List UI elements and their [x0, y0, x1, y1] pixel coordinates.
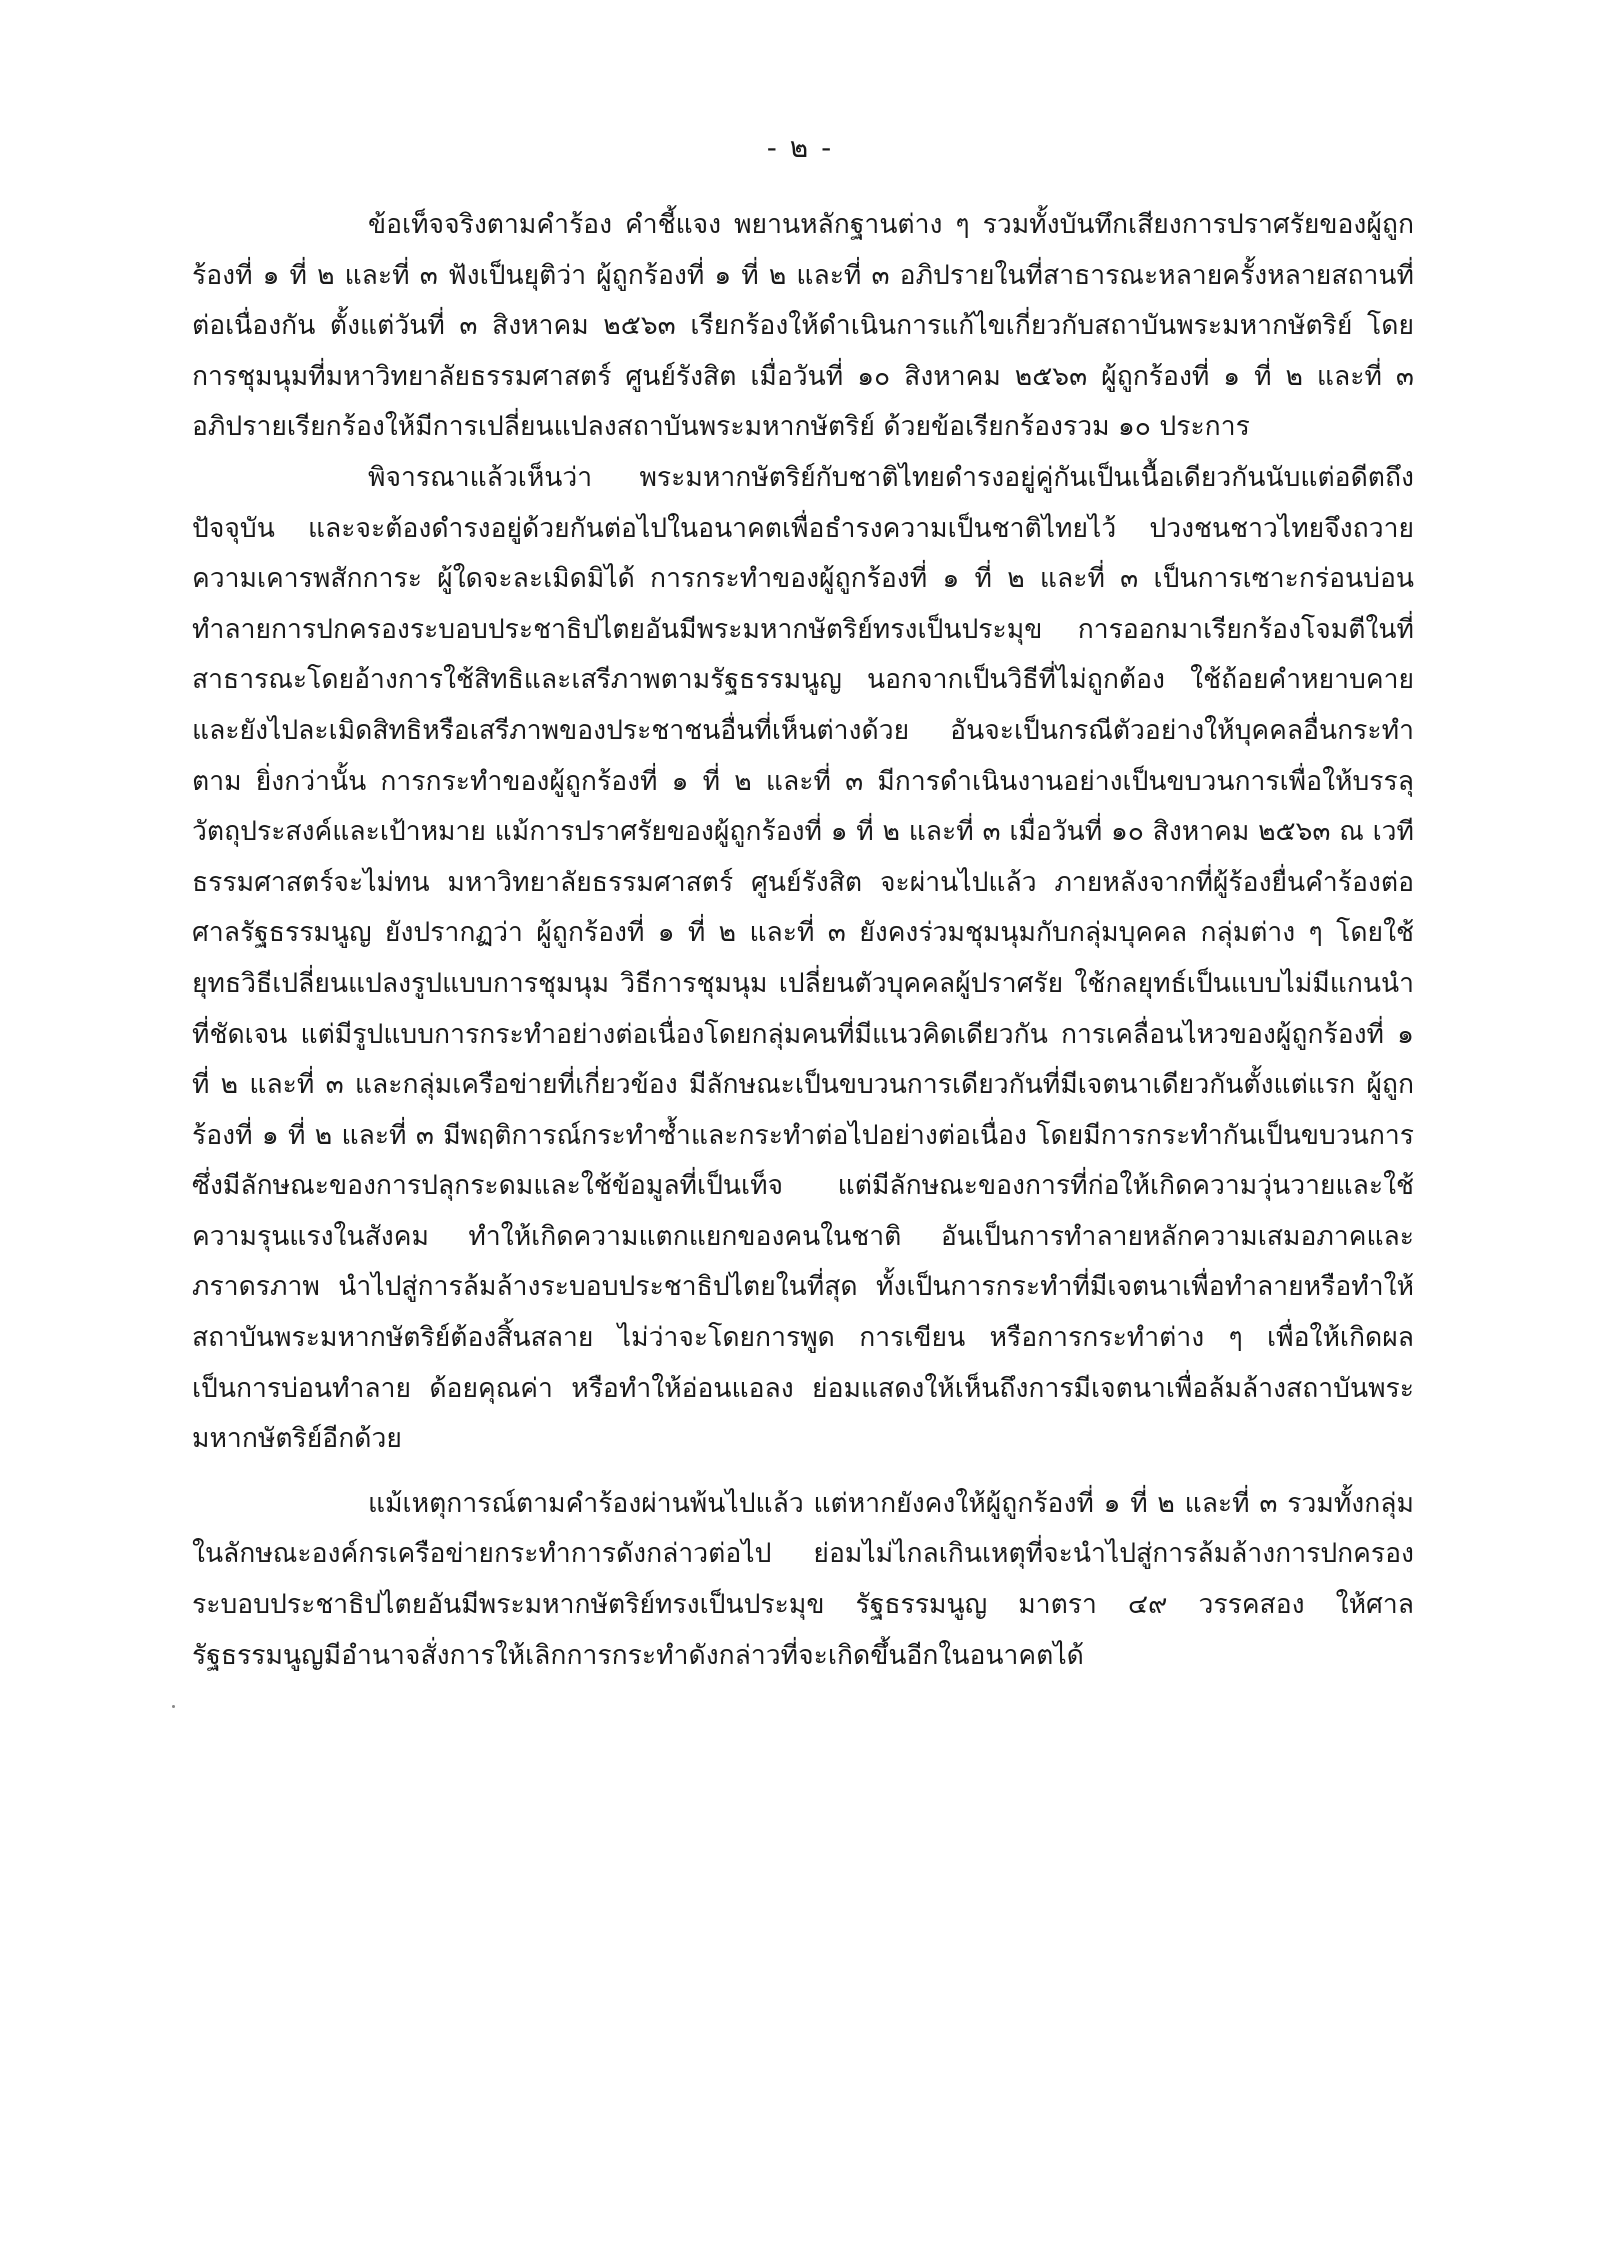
document-body: [192, 200, 1414, 1681]
paragraph-consideration: พิจารณาแล้วเห็นว่า พระมหากษัตริย์กับชาติไทยดำรงอยู่คู่กันเป็นเนื้อเดียวกันนับแต่อดีตถึงปัจจุบัน และจะต้องดำรงอยู่ด้วยกันต่อไปในอนาคตเพื่อธำรงความเป็นชาติไทยไว้ ปวงชนชาวไทยจึงถวายความเคารพสักการะ ผู้ใดจะละเมิดมิได้ การกระทำของผู้ถูกร้องที่ ๑ ที่ ๒ และที่ ๓ เป็นการเซาะกร่อนบ่อนทำลายการปกครองระบอบประชาธิปไตยอันมีพระมหากษัตริย์ทรงเป็นประมุข การออกมาเรียกร้องโจมตีในที่สาธารณะโดยอ้างการใช้สิทธิและเสรีภาพตามรัฐธรรมนูญ นอกจากเป็นวิธีที่ไม่ถูกต้อง ใช้ถ้อยคำหยาบคาย และยังไปละเมิดสิทธิหรือเสรีภาพของประชาชนอื่นที่เห็นต่างด้วย อันจะเป็นกรณีตัวอย่างให้บุคคลอื่นกระทำตาม ยิ่งกว่านั้น การกระทำของผู้ถูกร้องที่ ๑ ที่ ๒ และที่ ๓ มีการดำเนินงานอย่างเป็นขบวนการเพื่อให้บรรลุวัตถุประสงค์และเป้าหมาย แม้การปราศรัยของผู้ถูกร้องที่ ๑ ที่ ๒ และที่ ๓ เมื่อวันที่ ๑๐ สิงหาคม ๒๕๖๓ ณ เวทีธรรมศาสตร์จะไม่ทน มหาวิทยาลัยธรรมศาสตร์ ศูนย์รังสิต จะผ่านไปแล้ว ภายหลังจากที่ผู้ร้องยื่นคำร้องต่อศาลรัฐธรรมนูญ ยังปรากฏว่า ผู้ถูกร้องที่ ๑ ที่ ๒ และที่ ๓ ยังคงร่วมชุมนุมกับกลุ่มบุคคล กลุ่มต่าง ๆ โดยใช้ยุทธวิธีเปลี่ยนแปลงรูปแบบการชุมนุม วิธีการชุมนุม เปลี่ยนตัวบุคคลผู้ปราศรัย ใช้กลยุทธ์เป็นแบบไม่มีแกนนำที่ชัดเจน แต่มีรูปแบบการกระทำอย่างต่อเนื่องโดยกลุ่มคนที่มีแนวคิดเดียวกัน การเคลื่อนไหวของผู้ถูกร้องที่ ๑ ที่ ๒ และที่ ๓ และกลุ่มเครือข่ายที่เกี่ยวข้อง มีลักษณะเป็นขบวนการเดียวกันที่มีเจตนาเดียวกันตั้งแต่แรก ผู้ถูกร้องที่ ๑ ที่ ๒ และที่ ๓ มีพฤติการณ์กระทำซ้ำและกระทำต่อไปอย่างต่อเนื่อง โดยมีการกระทำกันเป็นขบวนการ ซึ่งมีลักษณะของการปลุกระดมและใช้ข้อมูลที่เป็นเท็จ แต่มีลักษณะของการที่ก่อให้เกิดความวุ่นวายและใช้ความรุนแรงในสังคม ทำให้เกิดความแตกแยกของคนในชาติ อันเป็นการทำลายหลักความเสมอภาคและภราดรภาพ นำไปสู่การล้มล้างระบอบประชาธิปไตยในที่สุด ทั้งเป็นการกระทำที่มีเจตนาเพื่อทำลายหรือทำให้สถาบันพระมหากษัตริย์ต้องสิ้นสลาย ไม่ว่าจะโดยการพูด การเขียน หรือการกระทำต่าง ๆ เพื่อให้เกิดผลเป็นการบ่อนทำลาย ด้อยคุณค่า หรือทำให้อ่อนแอลง ย่อมแสดงให้เห็นถึงการมีเจตนาเพื่อล้มล้างสถาบันพระมหากษัตริย์อีกด้วย: [192, 461, 1414, 1455]
scan-speck: [172, 1705, 175, 1708]
paragraph-conclusion: แม้เหตุการณ์ตามคำร้องผ่านพ้นไปแล้ว แต่หากยังคงให้ผู้ถูกร้องที่ ๑ ที่ ๒ และที่ ๓ รวมทั้งกลุ่มในลักษณะองค์กรเครือข่ายกระทำการดังกล่าวต่อไป ย่อมไม่ไกลเกินเหตุที่จะนำไปสู่การล้มล้างการปกครองระบอบประชาธิปไตยอันมีพระมหากษัตริย์ทรงเป็นประมุข รัฐธรรมนูญ มาตรา ๔๙ วรรคสอง ให้ศาลรัฐธรรมนูญมีอำนาจสั่งการให้เลิกการกระทำดังกล่าวที่จะเกิดขึ้นอีกในอนาคตได้: [192, 1487, 1414, 1671]
page-number: - ๒ -: [766, 131, 834, 164]
paragraph-facts: ข้อเท็จจริงตามคำร้อง คำชี้แจง พยานหลักฐานต่าง ๆ รวมทั้งบันทึกเสียงการปราศรัยของผู้ถูกร้องที่ ๑ ที่ ๒ และที่ ๓ ฟังเป็นยุติว่า ผู้ถูกร้องที่ ๑ ที่ ๒ และที่ ๓ อภิปรายในที่สาธารณะหลายครั้งหลายสถานที่ต่อเนื่องกัน ตั้งแต่วันที่ ๓ สิงหาคม ๒๕๖๓ เรียกร้องให้ดำเนินการแก้ไขเกี่ยวกับสถาบันพระมหากษัตริย์ โดยการชุมนุมที่มหาวิทยาลัยธรรมศาสตร์ ศูนย์รังสิต เมื่อวันที่ ๑๐ สิงหาคม ๒๕๖๓ ผู้ถูกร้องที่ ๑ ที่ ๒ และที่ ๓ อภิปรายเรียกร้องให้มีการเปลี่ยนแปลงสถาบันพระมหากษัตริย์ ด้วยข้อเรียกร้องรวม ๑๐ ประการ: [192, 209, 1414, 443]
